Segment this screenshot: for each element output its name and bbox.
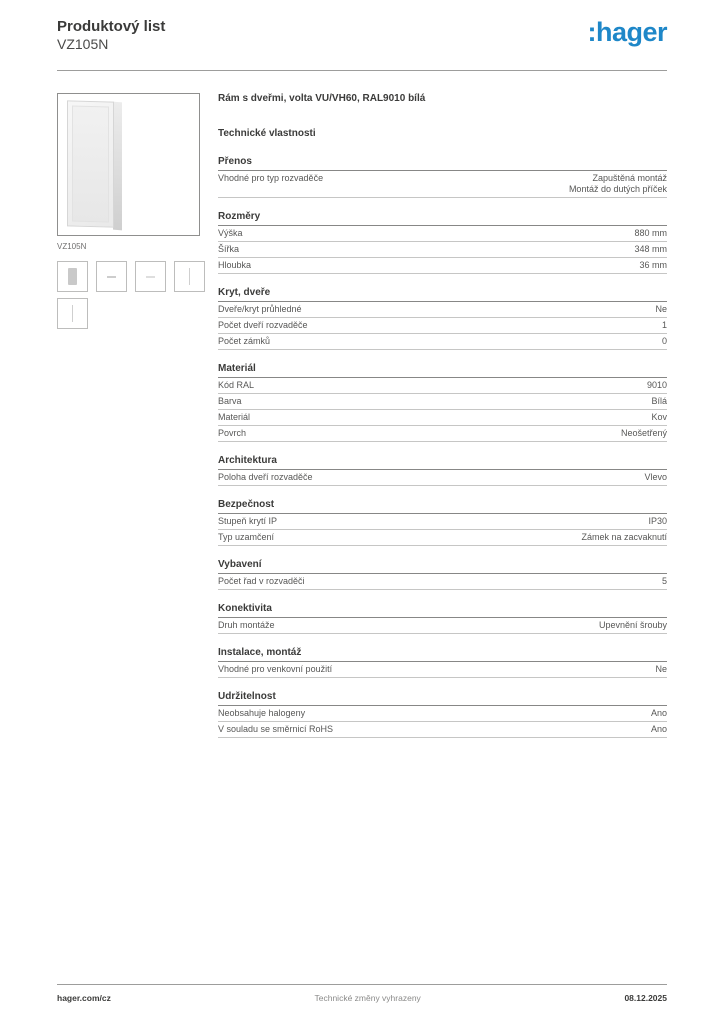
thumb-dimension-top-icon bbox=[107, 276, 116, 278]
spec-value: 348 mm bbox=[634, 244, 667, 254]
spec-section bbox=[218, 287, 667, 350]
header-divider bbox=[57, 70, 667, 71]
product-code: VZ105N bbox=[57, 36, 109, 52]
spec-row bbox=[218, 514, 667, 530]
spec-label: Počet řad v rozvaděči bbox=[218, 576, 305, 586]
spec-label: Počet zámků bbox=[218, 336, 271, 346]
thumb-side-view-icon bbox=[189, 268, 190, 285]
thumb-side-view-2-icon bbox=[72, 305, 73, 322]
footer-website-link[interactable]: hager.com/cz bbox=[57, 993, 111, 1003]
spec-row bbox=[218, 722, 667, 738]
spec-section-title: Přenos bbox=[218, 156, 667, 171]
thumb-side-view-2-icon bbox=[57, 298, 88, 329]
spec-value: 5 bbox=[661, 576, 667, 586]
spec-label: Dveře/kryt průhledné bbox=[218, 304, 302, 314]
thumb-dimension-top-icon bbox=[96, 261, 127, 292]
spec-section-title: Architektura bbox=[218, 455, 667, 470]
thumb-dimension-top-light-icon bbox=[135, 261, 166, 292]
spec-value: Ano bbox=[650, 708, 667, 718]
thumb-door-front-icon bbox=[57, 261, 88, 292]
spec-row bbox=[218, 530, 667, 546]
thumbnail-strip bbox=[57, 261, 217, 329]
spec-label: Barva bbox=[218, 396, 242, 406]
spec-section-title: Udržitelnost bbox=[218, 691, 667, 706]
spec-value: Neošetřený bbox=[620, 428, 667, 438]
spec-section-title: Vybavení bbox=[218, 559, 667, 574]
spec-value: Zámek na zacvaknutí bbox=[581, 532, 667, 542]
spec-value: 1 bbox=[661, 320, 667, 330]
page-header bbox=[57, 18, 667, 53]
spec-label: Vhodné pro venkovní použití bbox=[218, 664, 333, 674]
spec-value: Bílá bbox=[651, 396, 667, 406]
spec-value: IP30 bbox=[648, 516, 667, 526]
spec-value: Ne bbox=[655, 664, 667, 674]
spec-row bbox=[218, 378, 667, 394]
spec-section bbox=[218, 647, 667, 678]
header-titles bbox=[57, 18, 165, 53]
spec-label: Povrch bbox=[218, 428, 247, 438]
spec-row bbox=[218, 258, 667, 274]
spec-row bbox=[218, 662, 667, 678]
spec-label: Neobsahuje halogeny bbox=[218, 708, 306, 718]
spec-label: Vhodné pro typ rozvaděče bbox=[218, 173, 324, 183]
spec-row bbox=[218, 410, 667, 426]
spec-value: Ne bbox=[655, 304, 667, 314]
spec-value: 36 mm bbox=[639, 260, 667, 270]
spec-value: Vlevo bbox=[644, 472, 667, 482]
spec-value: Upevnění šrouby bbox=[598, 620, 667, 630]
spec-label: Kód RAL bbox=[218, 380, 255, 390]
product-image bbox=[57, 93, 200, 236]
spec-value: Ano bbox=[650, 724, 667, 734]
spec-row bbox=[218, 394, 667, 410]
spec-row bbox=[218, 318, 667, 334]
spec-row bbox=[218, 226, 667, 242]
spec-value: Zapuštěná montáž Montáž do dutých příček bbox=[568, 173, 667, 194]
spec-label: Hloubka bbox=[218, 260, 252, 270]
product-image-column bbox=[57, 93, 207, 329]
thumb-door-front-icon bbox=[68, 268, 77, 285]
spec-row bbox=[218, 706, 667, 722]
spec-section-title: Rozměry bbox=[218, 211, 667, 226]
spec-row bbox=[218, 574, 667, 590]
spec-row bbox=[218, 470, 667, 486]
spec-section-title: Bezpečnost bbox=[218, 499, 667, 514]
footer-date: 08.12.2025 bbox=[624, 993, 667, 1003]
spec-section-title: Kryt, dveře bbox=[218, 287, 667, 302]
spec-value: 880 mm bbox=[634, 228, 667, 238]
spec-section-title: Konektivita bbox=[218, 603, 667, 618]
image-caption: VZ105N bbox=[57, 242, 87, 251]
spec-value: 9010 bbox=[646, 380, 667, 390]
thumb-side-view-icon bbox=[174, 261, 205, 292]
door-side-edge bbox=[113, 102, 122, 231]
specs-heading: Technické vlastnosti bbox=[218, 128, 316, 139]
spec-label: Druh montáže bbox=[218, 620, 275, 630]
spec-row bbox=[218, 334, 667, 350]
spec-label: Výška bbox=[218, 228, 243, 238]
spec-section-title: Instalace, montáž bbox=[218, 647, 667, 662]
spec-section bbox=[218, 691, 667, 738]
spec-section-title: Materiál bbox=[218, 363, 667, 378]
product-title: Rám s dveřmi, volta VU/VH60, RAL9010 bílá bbox=[218, 93, 426, 104]
spec-column bbox=[218, 93, 667, 738]
door-front-face bbox=[67, 100, 114, 227]
spec-section bbox=[218, 603, 667, 634]
spec-section bbox=[218, 559, 667, 590]
hager-logo: :hager bbox=[587, 17, 667, 47]
spec-row bbox=[218, 242, 667, 258]
spec-row bbox=[218, 171, 667, 198]
spec-row bbox=[218, 618, 667, 634]
spec-label: Materiál bbox=[218, 412, 251, 422]
spec-label: Šířka bbox=[218, 244, 240, 254]
spec-label: Typ uzamčení bbox=[218, 532, 275, 542]
spec-section bbox=[218, 455, 667, 486]
thumb-dimension-top-light-icon bbox=[146, 276, 155, 278]
spec-row bbox=[218, 302, 667, 318]
footer-disclaimer: Technické změny vyhrazeny bbox=[314, 993, 421, 1003]
spec-value: 0 bbox=[661, 336, 667, 346]
spec-value: Kov bbox=[651, 412, 667, 422]
spec-label: Stupeň krytí IP bbox=[218, 516, 278, 526]
spec-label: V souladu se směrnicí RoHS bbox=[218, 724, 334, 734]
spec-label: Počet dveří rozvaděče bbox=[218, 320, 308, 330]
door-frame-illustration bbox=[67, 101, 125, 232]
spec-section bbox=[218, 211, 667, 274]
spec-label: Poloha dveří rozvaděče bbox=[218, 472, 313, 482]
page-footer bbox=[57, 984, 667, 1003]
spec-section bbox=[218, 363, 667, 442]
spec-section bbox=[218, 156, 667, 198]
spec-sections bbox=[218, 156, 667, 738]
doc-type-title: Produktový list bbox=[57, 18, 166, 35]
spec-row bbox=[218, 426, 667, 442]
spec-section bbox=[218, 499, 667, 546]
